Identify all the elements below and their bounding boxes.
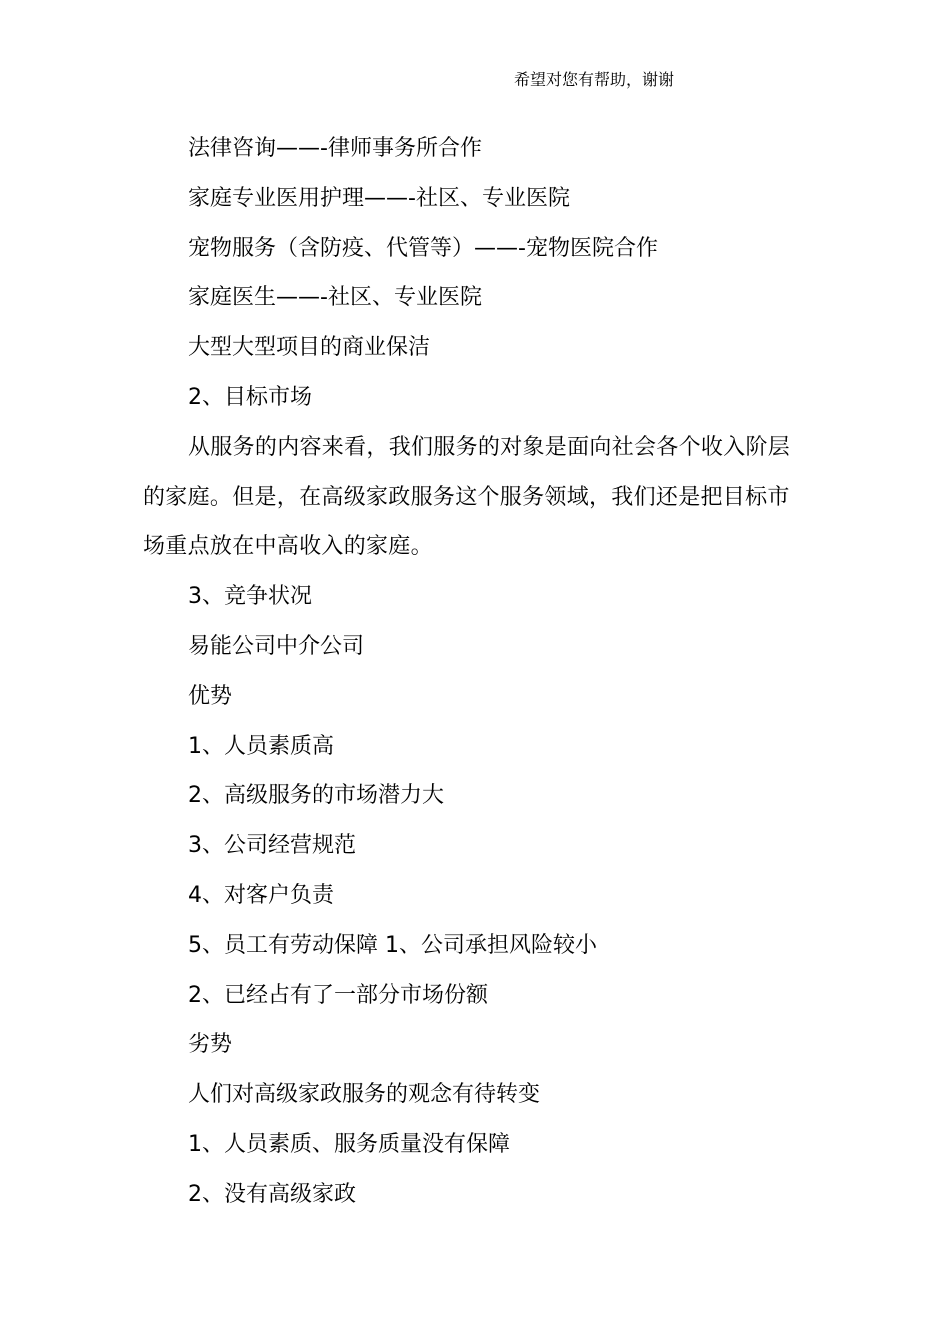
subheading-advantages: 优势 <box>188 683 233 709</box>
section-heading: 2、目标市场 <box>188 384 312 410</box>
list-item: 4、对客户负责 <box>188 882 334 908</box>
text-line: 家庭专业医用护理——-社区、专业医院 <box>188 185 570 211</box>
text-line: 家庭医生——-社区、专业医院 <box>188 285 482 311</box>
subheading-disadvantages: 劣势 <box>188 1032 233 1058</box>
text-line: 大型大型项目的商业保洁 <box>188 335 431 361</box>
text-line: 宠物服务（含防疫、代管等）——-宠物医院合作 <box>188 235 658 261</box>
section-heading: 3、竞争状况 <box>188 584 312 610</box>
list-item: 5、员工有劳动保障 1、公司承担风险较小 <box>188 932 597 958</box>
list-item: 2、已经占有了一部分市场份额 <box>188 982 488 1008</box>
target-market-paragraph: 从服务的内容来看，我们服务的对象是面向社会各个收入阶层的家庭。但是，在高级家政服务这个服务领域，我们还是把目标市场重点放在中高收入的家庭。 <box>143 434 791 560</box>
list-item: 2、没有高级家政 <box>188 1181 356 1207</box>
list-item: 3、公司经营规范 <box>188 833 356 859</box>
list-item: 1、人员素质高 <box>188 733 334 759</box>
list-item: 2、高级服务的市场潜力大 <box>188 783 444 809</box>
list-item: 1、人员素质、服务质量没有保障 <box>188 1131 510 1157</box>
text-line: 易能公司中介公司 <box>188 633 365 659</box>
document-body <box>143 124 807 1220</box>
header-note: 希望对您有帮助，谢谢 <box>514 70 675 89</box>
text-line: 法律咨询——-律师事务所合作 <box>188 136 482 161</box>
text-line: 人们对高级家政服务的观念有待转变 <box>188 1082 541 1108</box>
